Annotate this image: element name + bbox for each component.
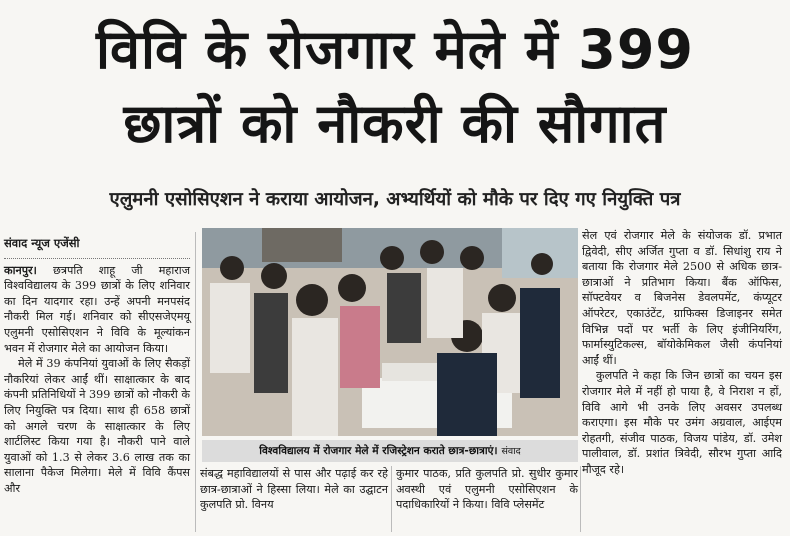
column-divider (195, 232, 196, 532)
headline-line-1: विवि के रोजगार मेले में 399 (95, 18, 695, 81)
paragraph-1 (4, 263, 190, 357)
article-column-3 (396, 466, 578, 513)
news-photo (202, 228, 578, 436)
photo-credit: संवाद (501, 446, 521, 457)
photo-caption (202, 440, 578, 462)
paragraph-6: कुलपति ने कहा कि जिन छात्रों का चयन इस रोजगार मेले में नहीं हो पाया है, वे निराश न हों, विवि आगे भी उनके लिए अवसर उपलब्ध कराएगा। इस मौके पर उमंग अग्रवाल, आईएम रोहतगी, संजीव पाठक, विजय पांडेय, डॉ. उमेश पालीवाल, डॉ. प्रशांत त्रिवेदी, सौरभ गुप्ता आदि मौजूद रहे। (582, 369, 782, 476)
column-divider (391, 466, 392, 532)
paragraph-5: सेल एवं रोजगार मेले के संयोजक डॉ. प्रभात द्विवेदी, सीए अर्जित गुप्ता व डॉ. सिधांशु राय ने बताया कि रोजगार मेले 2500 से अधिक छात्र-छात्राओं ने प्रतिभाग किया। बैंक ऑफिस, सॉफ्टवेयर व बिजनेस डेवलपमेंट, कंप्यूटर ऑपरेटर, एकाउंटेंट, ग्राफिक्स डिजाइनर समेत विभिन्न पदों पर भर्ती के लिए इंजीनियरिंग, फार्मास्युटिकल्स, बॉयोकेमिकल जैसी कंपनियां आईं थीं। (582, 229, 782, 367)
photo-students-registering (202, 228, 578, 436)
headline-line-2: छात्रों को नौकरी की सौगात (123, 92, 667, 155)
byline: संवाद न्यूज एजेंसी (4, 236, 190, 259)
photo-caption-text: विश्वविद्यालय में रोजगार मेले में रजिस्ट्रेशन कराते छात्र-छात्राएं। (259, 445, 498, 457)
subheadline: एलुमनी एसोसिएशन ने कराया आयोजन, अभ्यर्थियों को मौके पर दिए गए नियुक्ति पत्र (109, 189, 681, 210)
paragraph-2: मेले में 39 कंपनियां युवाओं के लिए सैकड़ों नौकरियां लेकर आईं थीं। साक्षात्कार के बाद कंपनी प्रतिनिधियों ने 399 छात्रों को नौकरी के लिए नियुक्ति पत्र दिया। साथ ही 658 छात्रों को अगले चरण के साक्षात्कार के लिए शार्टलिस्ट किया गया है। नौकरी पाने वाले युवाओं को 1.3 से लेकर 3.6 लाख तक का सालाना पैकेज मिलेगा। मेले में विवि कैंपस और (4, 357, 190, 495)
article-column-2 (200, 466, 388, 513)
article-column-1 (4, 236, 190, 497)
article-column-4 (582, 228, 782, 478)
paragraph-3: संबद्ध महाविद्यालयों से पास और पढ़ाई कर रहे छात्र-छात्राओं ने हिस्सा लिया। मेले का उद्घाटन कुलपति प्रो. विनय (200, 467, 388, 512)
paragraph-1-text: छत्रपति शाहू जी महाराज विश्वविद्यालय के 399 छात्रों के लिए शनिवार का दिन यादगार रहा। उन्हें अपनी मनपसंद नौकरी मिल गई। शनिवार को सीएसजेएमयू एलुमनी एसोसिएशन ने विवि के मूल्यांकन भवन में रोजगार मेले का आयोजन किया। (4, 263, 190, 355)
dateline-place: कानपुर। (4, 262, 37, 277)
column-divider (580, 466, 581, 532)
paragraph-4: कुमार पाठक, प्रति कुलपति प्रो. सुधीर कुमार अवस्थी एवं एलुमनी एसोसिएशन के पदाधिकारियों ने किया। विवि प्लेसमेंट (396, 467, 578, 512)
